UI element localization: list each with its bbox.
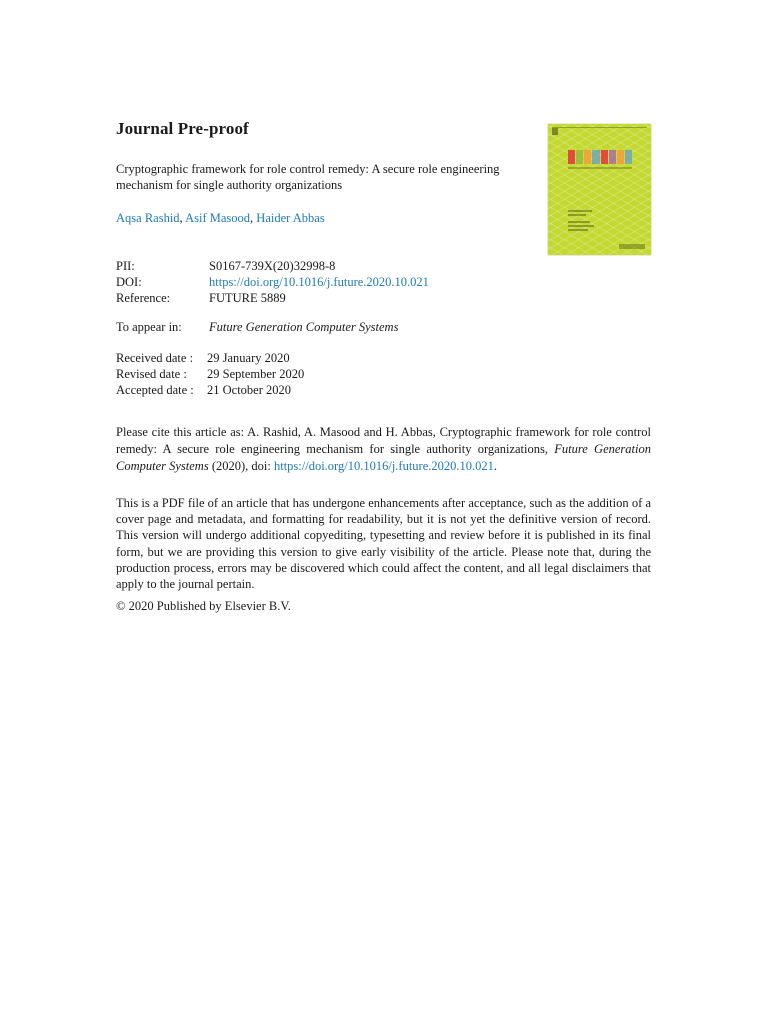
fgcs-logo-icon	[568, 150, 632, 164]
author-link-masood[interactable]: Asif Masood	[185, 211, 251, 225]
author-link-abbas[interactable]: Haider Abbas	[256, 211, 325, 225]
appear-row	[0, 320, 768, 336]
accepted-label: Accepted date :	[116, 383, 194, 397]
doi-link[interactable]: https://doi.org/10.1016/j.future.2020.10.021	[209, 275, 429, 289]
revised-row	[0, 367, 768, 383]
cover-text-line	[568, 214, 586, 216]
cover-header-rule	[552, 127, 647, 132]
copyright-notice: © 2020 Published by Elsevier B.V.	[116, 599, 291, 613]
author-link-rashid[interactable]: Aqsa Rashid	[116, 211, 180, 225]
doi-label: DOI:	[116, 275, 142, 289]
accepted-row	[0, 383, 768, 399]
reference-label: Reference:	[116, 291, 171, 305]
appear-label: To appear in:	[116, 320, 182, 334]
fgcs-logo-block	[617, 150, 624, 164]
fgcs-logo-block	[584, 150, 591, 164]
cover-footer-logo-icon	[619, 244, 645, 249]
fgcs-logo-block	[568, 150, 575, 164]
received-row	[0, 351, 768, 367]
author-list	[116, 211, 325, 226]
appear-value: Future Generation Computer Systems	[209, 320, 399, 334]
journal-cover-image	[548, 124, 651, 255]
fgcs-logo-block	[592, 150, 599, 164]
citation-doi-link[interactable]: https://doi.org/10.1016/j.future.2020.10.021	[273, 459, 494, 473]
doi-row	[0, 275, 768, 291]
received-label: Received date :	[116, 351, 194, 365]
author-separator: ,	[250, 211, 257, 225]
pii-value: S0167-739X(20)32998-8	[209, 259, 336, 273]
reference-value: FUTURE 5889	[209, 291, 286, 305]
cover-text-line	[568, 210, 592, 212]
cover-text-line	[568, 221, 590, 223]
fgcs-logo-block	[625, 150, 632, 164]
revised-value: 29 September 2020	[207, 367, 305, 381]
cover-text-line	[568, 225, 594, 227]
pii-row	[0, 259, 768, 275]
citation-paragraph	[116, 424, 651, 475]
author-separator: ,	[179, 211, 186, 225]
received-value: 29 January 2020	[207, 351, 290, 365]
fgcs-logo-block	[609, 150, 616, 164]
disclaimer-paragraph: This is a PDF file of an article that has undergone enhancements after acceptance, such as the addition of a cover page and metadata, and formatting for readability, but it is not yet the definitive version of record. This version will undergo additional copyediting, typesetting and review before it is published in its final form, but we are providing this version to give early visibility of the article. Please note that, during the production process, errors may be discovered which could affect the content, and all legal disclaimers that apply to the journal pertain.	[116, 496, 651, 592]
revised-label: Revised date :	[116, 367, 187, 381]
citation-journal: Future Generation Computer Systems	[116, 442, 651, 473]
article-title: Cryptographic framework for role control remedy: A secure role engineering mechanism for single authority organizations	[116, 162, 500, 192]
citation-mid: (2020), doi:	[208, 459, 274, 473]
reference-row	[0, 291, 768, 307]
cover-text-line	[568, 229, 588, 231]
accepted-value: 21 October 2020	[207, 383, 292, 397]
citation-suffix: .	[493, 459, 498, 473]
pii-label: PII:	[116, 259, 135, 273]
cover-subtitle-bar	[568, 167, 632, 169]
citation-prefix: Please cite this article as: A. Rashid, A. Masood and H. Abbas, Cryptographic framework for role control remedy: A secure role engineering mechanism for single authority organizations,	[116, 425, 651, 456]
fgcs-logo-block	[576, 150, 583, 164]
fgcs-logo-block	[601, 150, 608, 164]
journal-title: Journal Pre-proof	[116, 119, 249, 138]
